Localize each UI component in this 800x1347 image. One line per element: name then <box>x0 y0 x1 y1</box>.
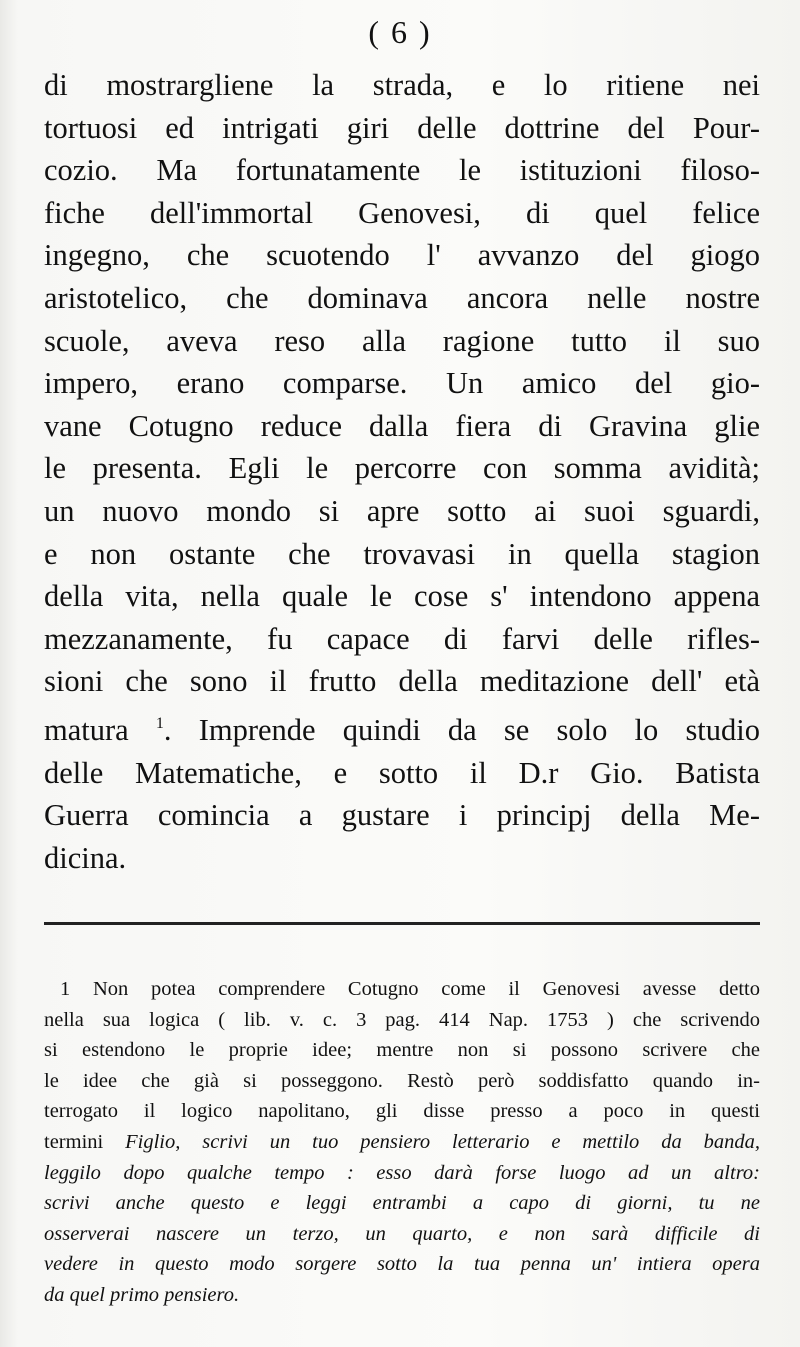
text-line: un nuovo mondo si apre sotto ai suoi sguardi, <box>44 493 760 528</box>
footnote-line: vedere in questo modo sorgere sotto la tua penna un' intiera opera <box>44 1253 760 1276</box>
footnote-line: si estendono le proprie idee; mentre non si possono scrivere che <box>44 1039 760 1062</box>
text-line: della vita, nella quale le cose s' intendono appena <box>44 579 760 614</box>
text-line: impero, erano comparse. Un amico del gio- <box>44 366 760 401</box>
text-line: delle Matematiche, e sotto il D.r Gio. Batista <box>44 755 760 790</box>
footnote-line: le idee che già si posseggono. Restò però soddisfatto quando in- <box>44 1069 760 1092</box>
footnote-line: leggilo dopo qualche tempo : esso darà forse luogo ad un altro: <box>44 1161 760 1184</box>
text-line: e non ostante che trovavasi in quella stagion <box>44 536 760 571</box>
footnote-reference: 1 <box>155 714 164 732</box>
text-line: aristotelico, che dominava ancora nelle nostre <box>44 280 760 315</box>
text-line-with-note-ref <box>44 703 760 752</box>
footnote-line: da quel primo pensiero. <box>44 1283 240 1306</box>
text-fragment: matura <box>44 712 129 747</box>
text-line: di mostrargliene la strada, e lo ritiene nei <box>44 68 760 102</box>
footnote-fragment: termini <box>44 1130 104 1153</box>
footnote-line: terrogato il logico napolitano, gli disse presso a poco in questi <box>44 1100 760 1123</box>
text-line: Guerra comincia a gustare i principj della Me- <box>44 798 760 833</box>
text-line: scuole, aveva reso alla ragione tutto il suo <box>44 323 760 358</box>
text-line: mezzanamente, fu capace di farvi delle rifles- <box>44 621 760 656</box>
footnote-line: 1 Non potea comprendere Cotugno come il Genovesi avesse detto <box>60 978 760 1000</box>
text-line: dicina. <box>44 840 127 875</box>
text-line: le presenta. Egli le percorre con somma avidità; <box>44 451 760 486</box>
footnote-divider <box>44 922 760 925</box>
footnote-line: osserverai nascere un terzo, un quarto, e non sarà difficile di <box>44 1222 760 1245</box>
footnote <box>44 974 760 1311</box>
main-text <box>44 64 760 879</box>
text-fragment: . Imprende quindi da se solo lo studio <box>163 712 761 747</box>
footnote-line: nella sua logica ( lib. v. c. 3 pag. 414 Nap. 1753 ) che scrivendo <box>44 1008 760 1031</box>
footnote-quote: Figlio, scrivi un tuo pensiero letterario e mettilo da banda, <box>125 1130 760 1153</box>
footnote-line-mixed <box>44 1127 760 1158</box>
text-line: ingegno, che scuotendo l' avvanzo del giogo <box>44 238 760 273</box>
page-number: ( 6 ) <box>368 14 432 50</box>
text-line: cozio. Ma fortunatamente le istituzioni filoso- <box>44 153 760 188</box>
footnote-line: scrivi anche questo e leggi entrambi a capo di giorni, tu ne <box>44 1192 760 1215</box>
text-line: tortuosi ed intrigati giri delle dottrine del Pour- <box>44 110 760 145</box>
text-line: fiche dell'immortal Genovesi, di quel felice <box>44 195 760 230</box>
text-line: sioni che sono il frutto della meditazione dell' età <box>44 664 760 699</box>
text-line: vane Cotugno reduce dalla fiera di Gravina glie <box>44 408 760 443</box>
